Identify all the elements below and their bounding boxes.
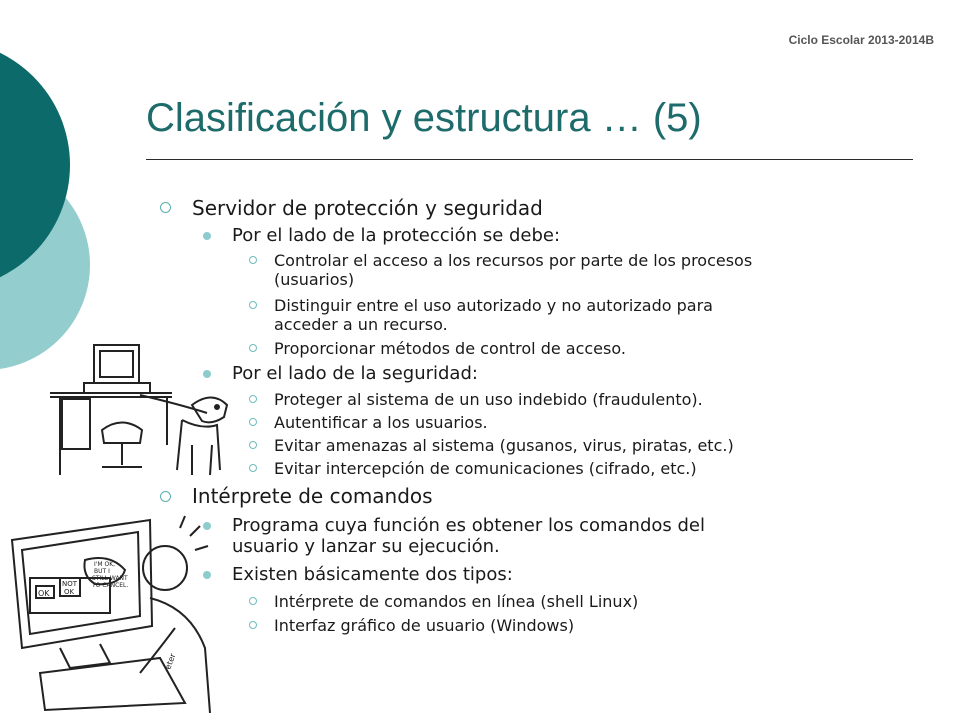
item-proteger: Proteger al sistema de un uso indebido (fraudulento).: [274, 390, 703, 409]
item-controlar-line1: Controlar el acceso a los recursos por parte de los procesos: [274, 251, 753, 270]
item-proporcionar: Proporcionar métodos de control de acceso.: [274, 339, 626, 358]
ok-button-text: OK: [38, 589, 50, 598]
screen-outline: [12, 520, 152, 648]
speech-text-2: BUT I: [94, 568, 110, 575]
bullet-interprete: Intérprete de comandos: [192, 484, 433, 508]
bullet-seguridad: Por el lado de la seguridad:: [232, 363, 478, 384]
item-evitar-intercepcion: Evitar intercepción de comunicaciones (cifrado, etc.): [274, 459, 697, 478]
computer-user-clipart: [0, 498, 215, 713]
not-ok-text-2: OK: [64, 588, 75, 596]
not-ok-text-1: NOT: [62, 580, 78, 588]
bullet-marker: [249, 441, 257, 449]
head-shape: [143, 546, 187, 590]
bullet-marker: [249, 597, 257, 605]
speech-text-1: I'M OK,: [94, 561, 116, 568]
bullet-marker: [249, 395, 257, 403]
bullet-marker: [249, 256, 257, 264]
bullet-proteccion: Por el lado de la protección se debe:: [232, 225, 561, 246]
artist-signature: eter: [163, 652, 178, 671]
item-distinguir-line2: acceder a un recurso.: [274, 315, 448, 334]
bullet-marker: [203, 571, 211, 579]
speech-text-3: STILL WANT: [92, 575, 128, 582]
bullet-marker: [203, 232, 211, 240]
title-divider: [146, 159, 913, 160]
bullet-marker: [203, 370, 211, 378]
item-shell: Intérprete de comandos en línea (shell Linux): [274, 592, 639, 611]
item-gui: Interfaz gráfico de usuario (Windows): [274, 616, 575, 635]
bullet-programa-line1: Programa cuya función es obtener los comandos del: [232, 515, 705, 536]
bullet-marker: [249, 464, 257, 472]
bullet-marker: [249, 418, 257, 426]
bullet-marker: [249, 621, 257, 629]
bullet-programa-line2: usuario y lanzar su ejecución.: [232, 536, 500, 557]
bullet-tipos: Existen básicamente dos tipos:: [232, 564, 513, 585]
bullet-marker: [203, 522, 211, 530]
item-controlar-line2: (usuarios): [274, 270, 355, 289]
bullet-marker: [160, 491, 171, 502]
item-autentificar: Autentificar a los usuarios.: [274, 413, 488, 432]
item-evitar-amenazas: Evitar amenazas al sistema (gusanos, virus, piratas, etc.): [274, 436, 734, 455]
bullet-marker: [249, 301, 257, 309]
school-year-label: Ciclo Escolar 2013-2014B: [788, 33, 934, 47]
bullet-marker: [160, 202, 171, 213]
bullet-marker: [249, 344, 257, 352]
desk-dog-clipart: [42, 335, 232, 485]
slide-title: Clasificación y estructura … (5): [146, 96, 702, 140]
bullet-servidor: Servidor de protección y seguridad: [192, 196, 543, 220]
item-distinguir-line1: Distinguir entre el uso autorizado y no autorizado para: [274, 296, 713, 315]
speech-text-4: TO CANCEL.: [92, 582, 129, 589]
